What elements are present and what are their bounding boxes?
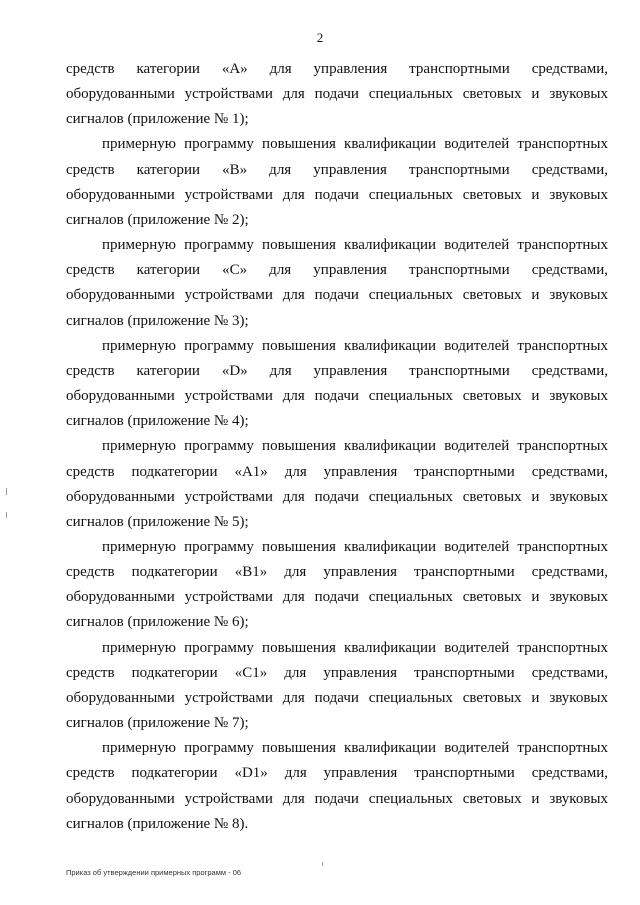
paragraph-appendix-8: примерную программу повышения квалификации водителей транспортных средств подкатегории «D1» для управления транспортными средствами, оборудованными устройствами для подачи специальных световых и звуковых сигналов (приложение № 8). [66,740,608,832]
footer-note: Приказ об утверждении примерных программ - 06 [66,868,242,877]
paragraph-continuation: средств категории «А» для управления транспортными средствами, оборудованными устройствами для подачи специальных световых и звуковых сигналов (приложение № 1); [66,61,608,128]
paragraph-appendix-3: примерную программу повышения квалификации водителей транспортных средств категории «С» для управления транспортными средствами, оборудованными устройствами для подачи специальных световых и звуковых сигналов (приложение № 3); [66,237,608,329]
page-number: 2 [316,30,324,45]
paragraph-appendix-7: примерную программу повышения квалификации водителей транспортных средств подкатегории «С1» для управления транспортными средствами, оборудованными устройствами для подачи специальных световых и звуковых сигналов (приложение № 7); [66,639,608,732]
document-body [66,57,608,837]
paragraph-appendix-5: примерную программу повышения квалификации водителей транспортных средств подкатегории «А1» для управления транспортными средствами, оборудованными устройствами для подачи специальных световых и звуковых сигналов (приложение № 5); [66,438,608,530]
scan-artifact-mark [6,488,7,495]
paragraph-appendix-2: примерную программу повышения квалификации водителей транспортных средств категории «В» для управления транспортными средствами, оборудованными устройствами для подачи специальных световых и звуковых сигналов (приложение № 2); [66,136,608,228]
scan-artifact-mark [322,862,323,866]
paragraph-appendix-4: примерную программу повышения квалификации водителей транспортных средств категории «D» для управления транспортными средствами, оборудованными устройствами для подачи специальных световых и звуковых сигналов (приложение № 4); [66,337,608,430]
paragraph-appendix-6: примерную программу повышения квалификации водителей транспортных средств подкатегории «В1» для управления транспортными средствами, оборудованными устройствами для подачи специальных световых и звуковых сигналов (приложение № 6); [66,538,608,631]
scan-artifact-mark [6,512,7,518]
